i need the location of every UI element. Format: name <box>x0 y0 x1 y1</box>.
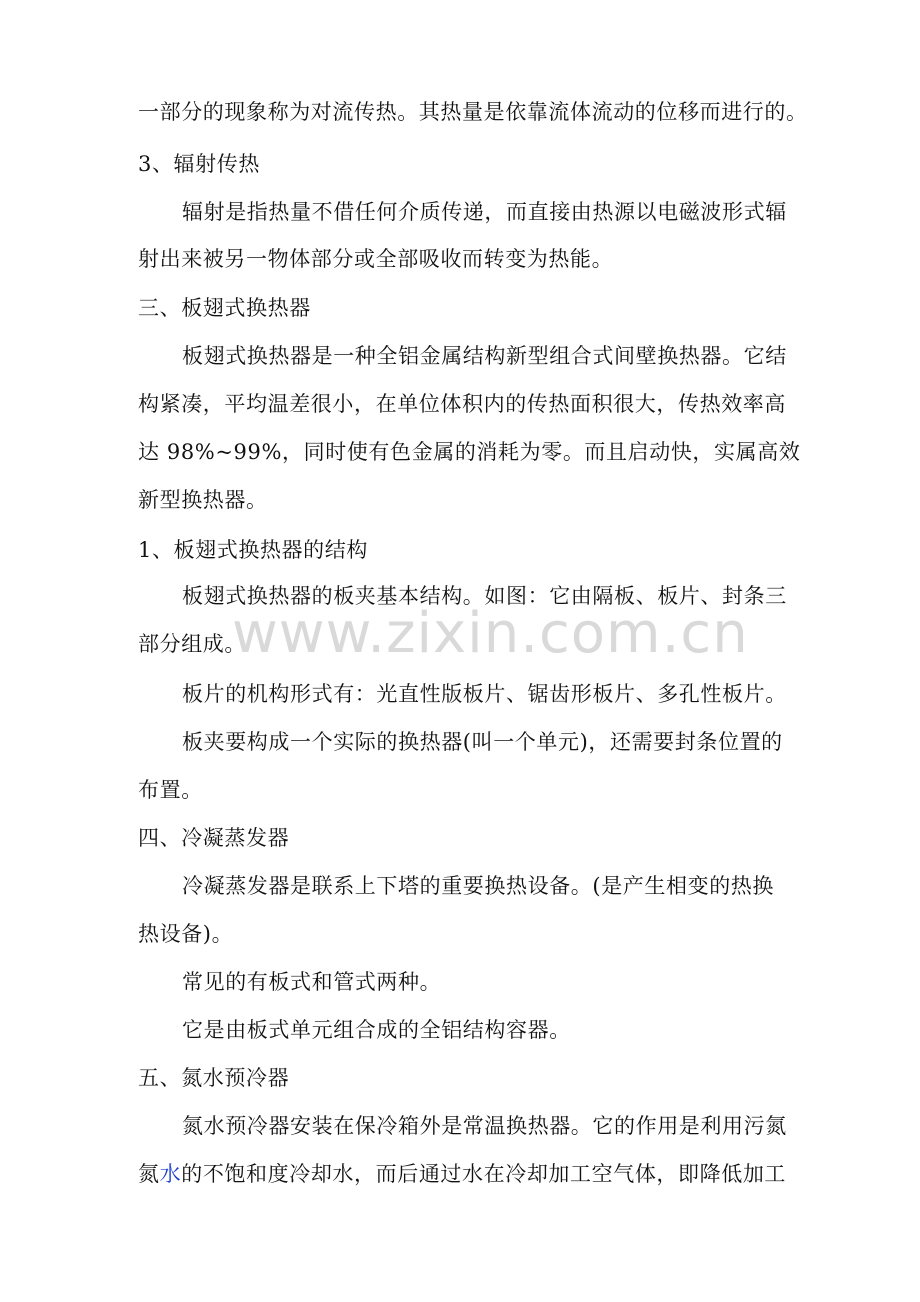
paragraph-line: 辐射是指热量不借任何介质传递，而直接由热源以电磁波形式辐 <box>182 200 787 224</box>
text-run: 氮 <box>138 1162 160 1186</box>
paragraph-line: 新型换热器。 <box>138 488 268 512</box>
paragraph-line: 一部分的现象称为对流传热。其热量是依靠流体流动的位移而进行的。 <box>138 100 808 124</box>
paragraph-line: 板夹要构成一个实际的换热器(叫一个单元)，还需要封条位置的 <box>182 730 783 754</box>
paragraph-line: 冷凝蒸发器是联系上下塔的重要换热设备。(是产生相变的热换 <box>182 874 774 898</box>
highlighted-word: 水 <box>159 1162 182 1186</box>
watermark: www.zixin.com.cn <box>232 601 749 666</box>
paragraph-line <box>138 1160 786 1188</box>
paragraph-line: 射出来被另一物体部分或全部吸收而转变为热能。 <box>138 247 614 271</box>
paragraph-line: 板翅式换热器是一种全铝金属结构新型组合式间壁换热器。它结 <box>182 344 787 368</box>
paragraph-line: 常见的有板式和管式两种。 <box>182 970 442 994</box>
paragraph-line: 它是由板式单元组合成的全铝结构容器。 <box>182 1018 571 1042</box>
paragraph-line: 构紧凑，平均温差很小，在单位体积内的传热面积很大，传热效率高 <box>138 392 786 416</box>
section-heading: 四、冷凝蒸发器 <box>138 826 290 850</box>
section-heading: 1、板翅式换热器的结构 <box>138 538 368 562</box>
section-heading: 3、辐射传热 <box>138 152 260 176</box>
text-run: 的不饱和度冷却水，而后通过水在冷却加工空气体，即降低加工 <box>181 1162 787 1186</box>
paragraph-line: 布置。 <box>138 778 203 802</box>
paragraph-line: 板片的机构形式有：光直性版板片、锯齿形板片、多孔性板片。 <box>182 682 787 706</box>
paragraph-line: 板翅式换热器的板夹基本结构。如图：它由隔板、板片、封条三 <box>182 584 787 608</box>
paragraph-line: 氮水预冷器安装在保冷箱外是常温换热器。它的作用是利用污氮 <box>182 1114 787 1138</box>
section-heading: 五、氮水预冷器 <box>138 1066 290 1090</box>
paragraph-line: 部分组成。 <box>138 632 246 656</box>
section-heading: 三、板翅式换热器 <box>138 296 311 320</box>
paragraph-line: 达 98%~99%，同时使有色金属的消耗为零。而且启动快，实属高效 <box>138 440 801 464</box>
paragraph-line: 热设备)。 <box>138 922 234 946</box>
